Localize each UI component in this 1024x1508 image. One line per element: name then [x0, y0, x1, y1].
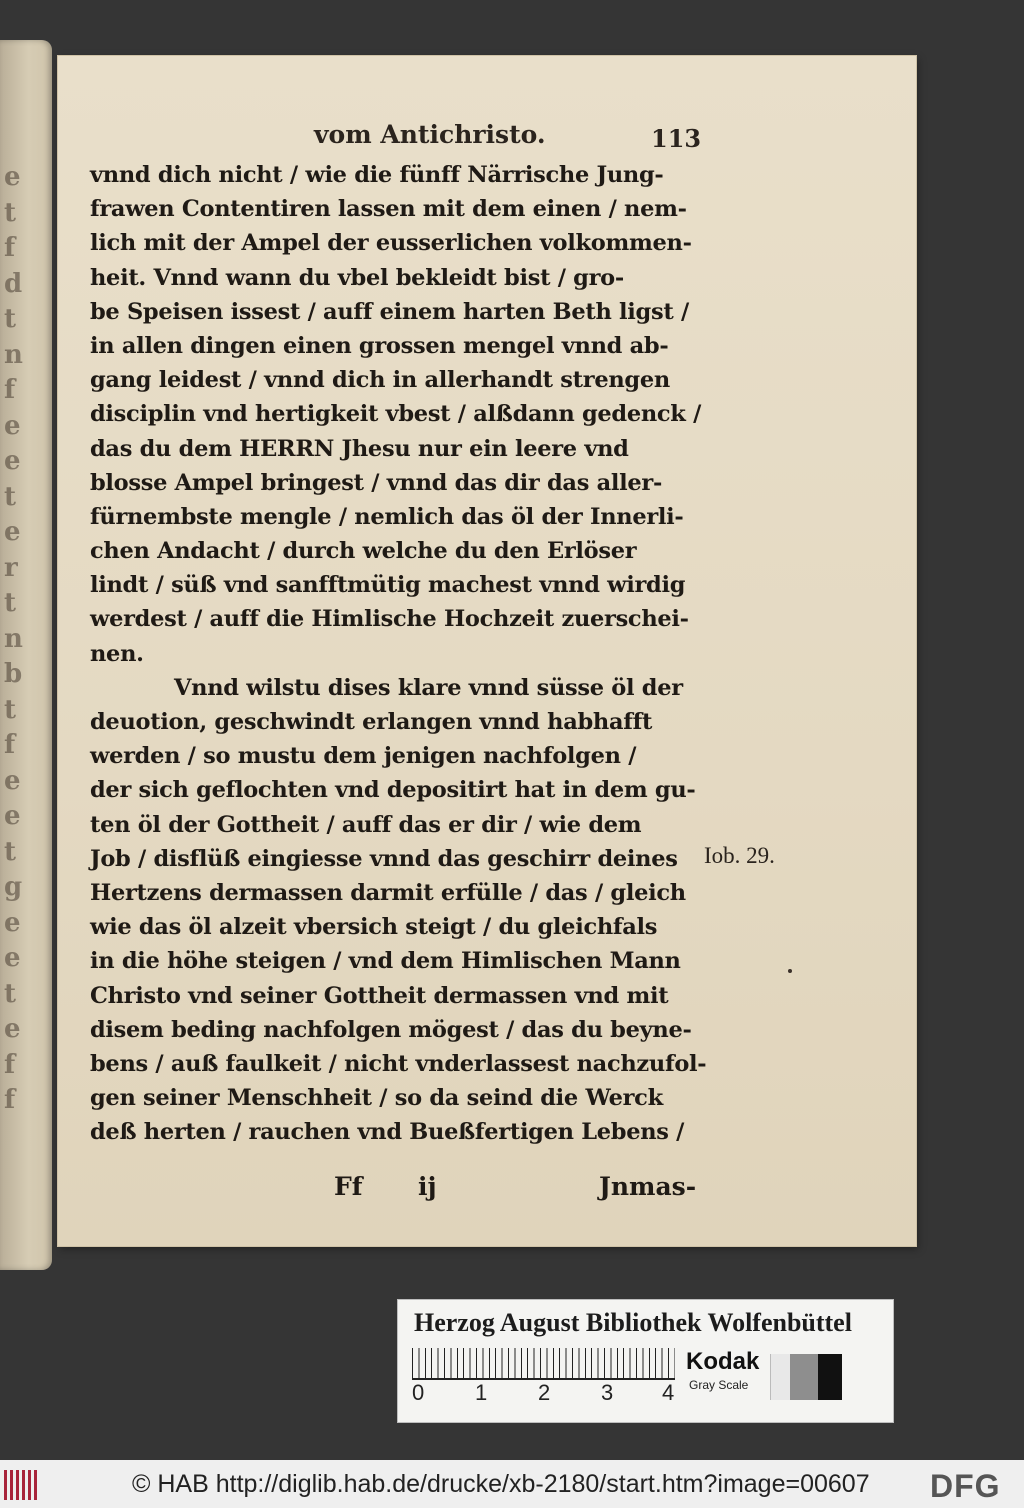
text-line: disciplin vnd hertigkeit vbest / alßdann gedenck / [90, 401, 702, 428]
text-line: nen. [90, 640, 144, 667]
text-line: gen seiner Menschheit / so da seind die Werck [90, 1085, 663, 1112]
ruler-number: 0 [412, 1380, 425, 1405]
gray-patch-black [818, 1354, 842, 1400]
ruler-number: 1 [475, 1380, 488, 1405]
margin-note: Iob. 29. [704, 843, 775, 868]
text-line: Job / disflüß eingiesse vnnd das geschirr deines [90, 845, 678, 872]
facing-page-edge [0, 40, 52, 1270]
book-page [58, 56, 916, 1246]
gray-patch-gray [790, 1354, 818, 1400]
dfg-logo: DFG [930, 1468, 1001, 1504]
text-line: werden / so mustu dem jenigen nachfolgen / [90, 743, 637, 770]
text-block [90, 158, 708, 1149]
signature-line [334, 1172, 704, 1210]
running-head: vom Antichristo. [314, 120, 546, 149]
hab-logo-icon [4, 1470, 40, 1500]
gray-scale-label: Gray Scale [689, 1378, 749, 1392]
color-scale-card [398, 1300, 893, 1422]
paragraph-first-line: Vnnd wilstu dises klare vnnd süsse öl der [174, 674, 683, 701]
copyright-link[interactable]: © HAB http://diglib.hab.de/drucke/xb-2180/start.htm?image=00607 [132, 1470, 870, 1498]
facing-page-bleed-text: e t f d t n f e e t e r t n b t f e e t g e e t e f f [4, 162, 24, 1115]
text-line: chen Andacht / durch welche du den Erlöser [90, 538, 637, 565]
text-line: frawen Contentiren lassen mit dem einen / nem- [90, 196, 687, 223]
scale-ruler [412, 1348, 675, 1380]
library-name: Herzog August Bibliothek Wolfenbüttel [414, 1308, 852, 1337]
text-line: deuotion, geschwindt erlangen vnnd habhafft [90, 709, 653, 735]
margin-dot [788, 969, 792, 973]
text-line: blosse Ampel bringest / vnnd das dir das aller- [90, 469, 662, 496]
text-line: das du dem HERRN Jhesu nur ein leere vnd [90, 435, 629, 462]
text-line: in allen dingen einen grossen mengel vnnd ab- [90, 332, 669, 359]
ruler-number: 2 [538, 1380, 551, 1405]
text-line: deß herten / rauchen vnd Bueßfertigen Lebens / [90, 1119, 685, 1146]
text-line: vnnd dich nicht / wie die fünff Närrische Jung- [90, 162, 664, 188]
text-line: in die höhe steigen / vnd dem Himlischen Mann [90, 948, 681, 975]
text-line: wie das öl alzeit vbersich steigt / du gleichfals [90, 914, 658, 941]
signature-number: ij [418, 1172, 437, 1201]
text-line: gang leidest / vnnd dich in allerhandt strengen [90, 367, 670, 394]
catchword: Jnmas- [599, 1172, 697, 1201]
text-line: fürnembste mengle / nemlich das öl der Innerli- [90, 503, 684, 530]
text-line: Hertzens dermassen darmit erfülle / das / gleich [90, 879, 686, 906]
kodak-logo: Kodak [686, 1348, 760, 1375]
text-line: Christo vnd seiner Gottheit dermassen vnd mit [90, 982, 669, 1009]
text-line: ten öl der Gottheit / auff das er dir / wie dem [90, 811, 642, 838]
page-number: 113 [651, 124, 702, 153]
text-line: bens / auß faulkeit / nicht vnderlassest nachzufol- [90, 1050, 707, 1077]
text-line: heit. Vnnd wann du vbel bekleidt bist / gro- [90, 264, 624, 291]
text-line: der sich geflochten vnd depositirt hat in dem gu- [90, 777, 696, 804]
signature-mark: Ff [334, 1172, 363, 1201]
text-line: disem beding nachfolgen mögest / das du beyne- [90, 1016, 692, 1043]
text-line: be Speisen issest / auff einem harten Beth ligst / [90, 298, 689, 325]
ruler-number: 4 [662, 1380, 675, 1405]
ruler-numbers [412, 1380, 692, 1410]
text-line: lich mit der Ampel der eusserlichen volkommen- [90, 230, 692, 257]
gray-patch-white [770, 1354, 791, 1400]
ruler-number: 3 [601, 1380, 614, 1405]
text-line: werdest / auff die Himlische Hochzeit zuerschei- [90, 606, 689, 633]
text-line: lindt / süß vnd sanfftmütig machest vnnd wirdig [90, 572, 686, 599]
